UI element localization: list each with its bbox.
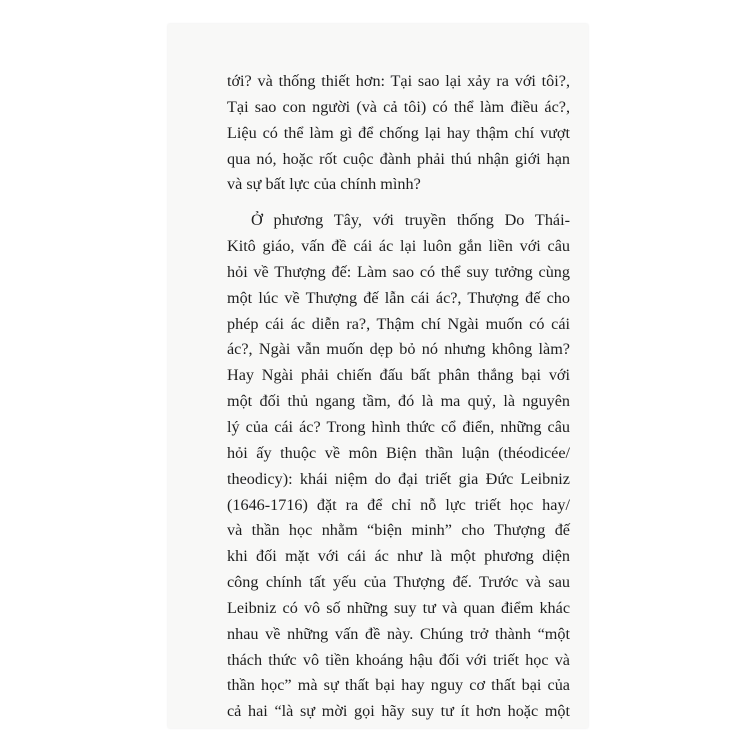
text-line: theodicy): khái niệm do đại triết gia Đức Leibniz xyxy=(227,469,570,488)
text-line: thách thức vô tiền khoáng hậu đối với triết học và xyxy=(227,650,570,669)
text-line: hỏi ấy thuộc về môn Biện thần luận (théodicée/ xyxy=(227,443,570,462)
text-line: ác?, Ngài vẫn muốn dẹp bỏ nó nhưng không làm? xyxy=(227,340,570,359)
text-line: phép cái ác diễn ra?, Thậm chí Ngài muốn có cái xyxy=(227,314,570,333)
text-line: cả hai “là sự mời gọi hãy suy tư ít hơn hoặc một xyxy=(227,702,570,721)
text-line: Liệu có thể làm gì để chống lại hay thậm chí vượt xyxy=(227,123,570,142)
text-line: một lúc về Thượng đế lẫn cái ác?, Thượng đế cho xyxy=(227,288,570,307)
text-line: Ở phương Tây, với truyền thống Do Thái- xyxy=(251,211,570,230)
text-line: hỏi về Thượng đế: Làm sao có thể suy tưởng cùng xyxy=(227,262,570,281)
text-line: Kitô giáo, vấn đề cái ác lại luôn gắn liền với câu xyxy=(227,237,570,256)
text-line: thần học” mà sự thất bại hay nguy cơ thất bại của xyxy=(227,676,570,695)
text-line: Tại sao con người (và cả tôi) có thể làm điều ác?, xyxy=(227,97,570,116)
text-line: tới? và thống thiết hơn: Tại sao lại xảy ra với tôi?, xyxy=(227,72,570,90)
text-line: và sự bất lực của chính mình? xyxy=(227,175,421,194)
text-line: một đối thủ ngang tầm, đó là ma quỷ, là nguyên xyxy=(227,392,570,411)
text-line: khi đối mặt với cái ác như là một phương diện xyxy=(227,547,570,566)
text-line: và thần học nhằm “biện minh” cho Thượng đế xyxy=(227,521,570,540)
text-line: Leibniz có vô số những suy tư và quan điểm khác xyxy=(227,598,570,617)
text-line: Hay Ngài phải chiến đấu bất phân thắng bại với xyxy=(227,366,570,385)
paragraph-2 xyxy=(227,208,570,725)
text-line: qua nó, hoặc rốt cuộc đành phải thú nhận giới hạn xyxy=(227,149,570,168)
text-line: lý của cái ác? Trong hình thức cổ điển, những câu xyxy=(227,417,570,436)
text-line: nhau về những vấn đề này. Chúng trở thành “một xyxy=(227,624,570,643)
paragraph-1 xyxy=(227,69,570,198)
page-text xyxy=(227,69,570,725)
text-line: công chính tất yếu của Thượng đế. Trước và sau xyxy=(227,573,570,592)
text-line: (1646-1716) đặt ra để chỉ nỗ lực triết học hay/ xyxy=(227,495,570,514)
